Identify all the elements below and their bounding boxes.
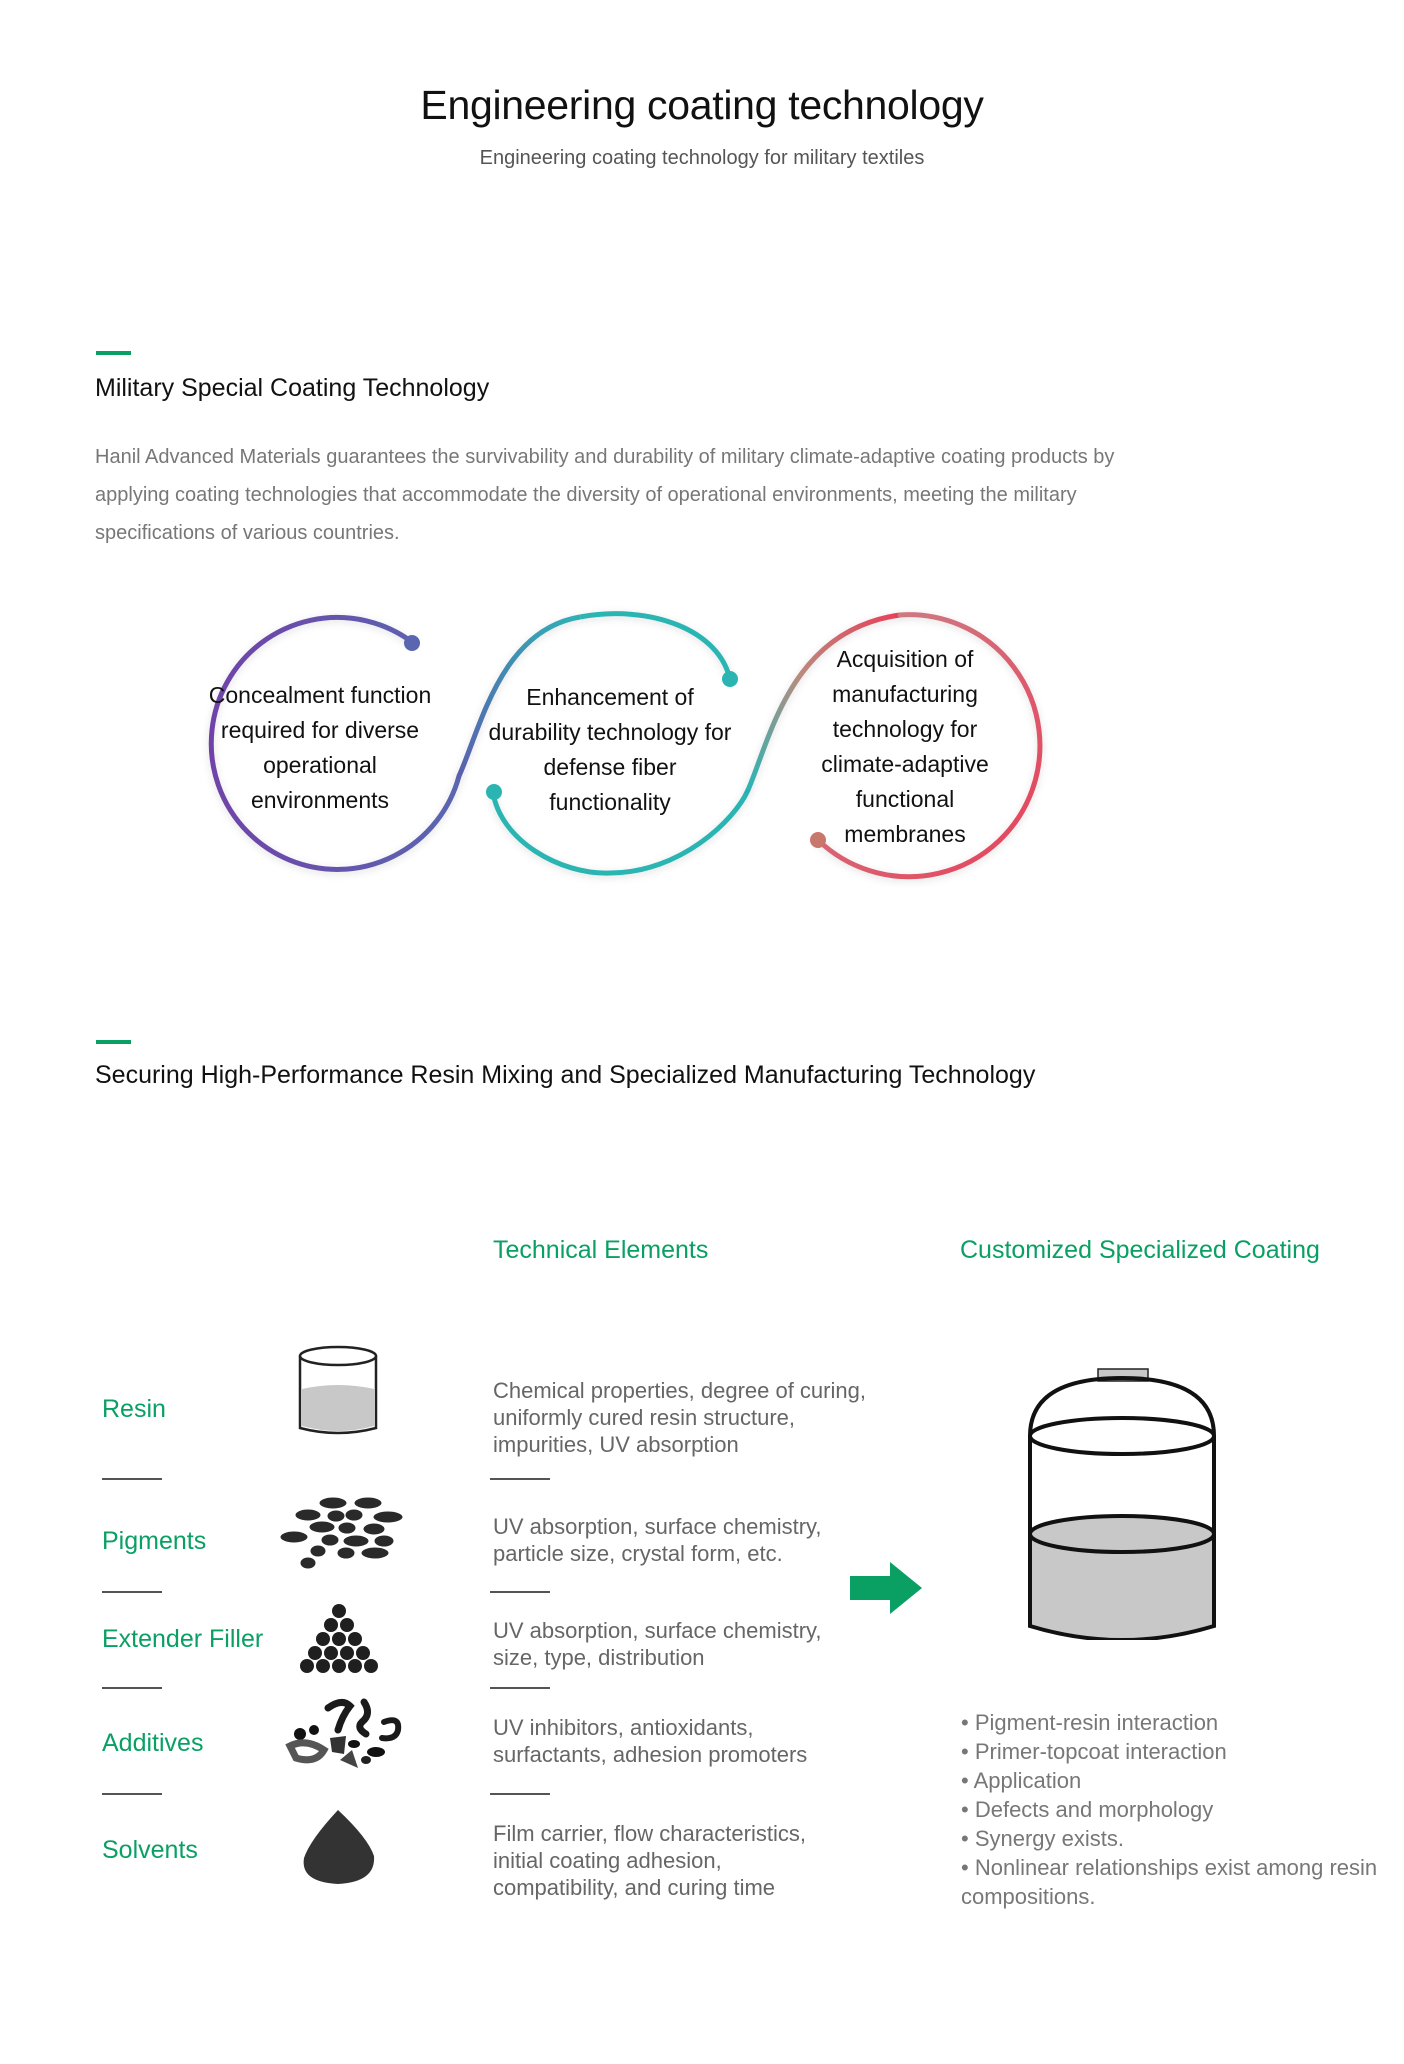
paragraph-line: Hanil Advanced Materials guarantees the survivability and durability of military climate-adaptive coating products by [95,446,1115,468]
list-item: • Primer-topcoat interaction [961,1737,1401,1766]
row-divider [102,1793,162,1795]
coating-factors-list [961,1708,1401,1911]
paragraph-line: specifications of various countries. [95,522,400,544]
page-title: Engineering coating technology [420,82,984,128]
pigment-particles-icon [278,1495,412,1573]
row-divider [490,1687,550,1689]
paragraph-line: applying coating technologies that accommodate the diversity of operational environments, meeting the military [95,484,1077,506]
row-label-pigments: Pigments [102,1527,207,1555]
circle-arc-middle-top [580,614,730,680]
row-divider [490,1793,550,1795]
arc-end-dot [404,635,420,651]
section-title-military: Military Special Coating Technology [95,374,490,402]
row-label-extender-filler: Extender Filler [102,1625,264,1653]
row-label-additives: Additives [102,1729,204,1757]
page-subtitle: Engineering coating technology for military textiles [479,147,925,169]
column-header-technical: Technical Elements [493,1236,709,1264]
capability-circles-diagram [0,590,1404,890]
list-item: • Pigment-resin interaction [961,1708,1401,1737]
coating-container-icon [1024,1364,1220,1640]
section-title-resin: Securing High-Performance Resin Mixing and Specialized Manufacturing Technology [95,1061,1036,1089]
row-text-solvents: Film carrier, flow characteristics, initial coating adhesion, compatibility, and curing time [493,1821,806,1900]
row-text-pigments: UV absorption, surface chemistry, particle size, crystal form, etc. [493,1514,822,1566]
row-divider [102,1591,162,1593]
row-label-solvents: Solvents [102,1836,198,1864]
circle-text-membranes: Acquisition of manufacturing technology for climate-adaptive functional membranes [821,646,989,847]
beaker-icon [296,1344,380,1440]
row-text-resin: Chemical properties, degree of curing, uniformly cured resin structure, impurities, UV absorption [493,1378,866,1457]
list-item: • Application [961,1766,1401,1795]
row-divider [102,1478,162,1480]
list-item: • Defects and morphology [961,1795,1401,1824]
circle-text-durability: Enhancement of durability technology for defense fiber functionality [488,684,732,815]
row-divider [490,1478,550,1480]
droplet-icon [300,1808,380,1888]
filler-pile-icon [292,1603,386,1673]
list-item: • Nonlinear relationships exist among resin compositions. [961,1853,1401,1911]
row-divider [490,1591,550,1593]
row-text-extender-filler: UV absorption, surface chemistry, size, type, distribution [493,1618,822,1670]
section-marker [96,351,131,355]
additives-icon [280,1694,410,1776]
section-paragraph [95,438,1215,552]
row-divider [102,1687,162,1689]
section-marker [96,1040,131,1044]
list-item: • Synergy exists. [961,1824,1401,1853]
circle-text-concealment: Concealment function required for diverse operational environments [208,682,432,813]
row-text-additives: UV inhibitors, antioxidants, surfactants, adhesion promoters [493,1715,808,1767]
column-header-custom: Customized Specialized Coating [960,1236,1320,1264]
arrow-right-icon [850,1562,922,1614]
row-label-resin: Resin [102,1395,166,1423]
